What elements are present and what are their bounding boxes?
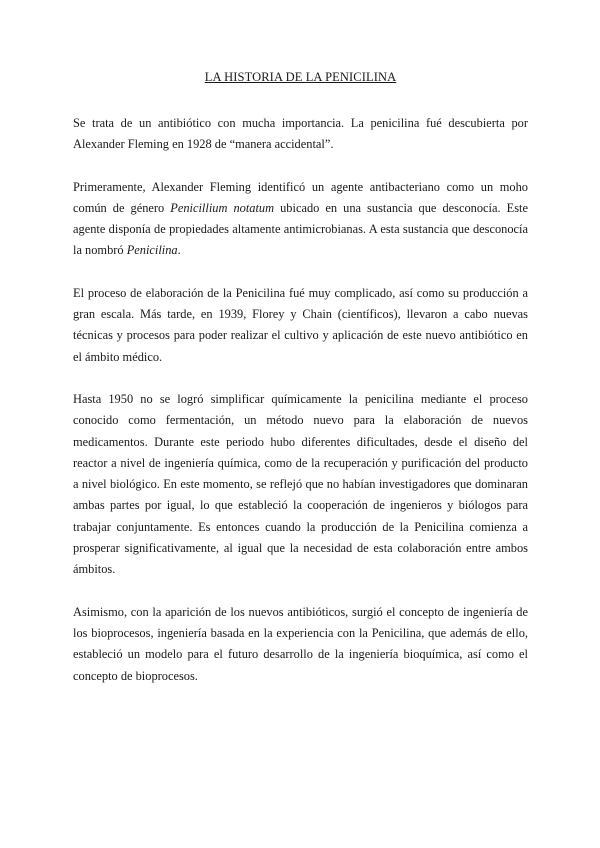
document-page [73, 70, 528, 708]
paragraph-discovery-text-c: . [177, 243, 181, 258]
paragraph-discovery [73, 177, 528, 262]
paragraph-discovery-text-a: Primeramente, Alexander Fleming identificó un agente antibacteriano como un moho común de género [73, 179, 528, 215]
paragraph-bioprocesses: Asimismo, con la aparición de los nuevos antibióticos, surgió el concepto de ingeniería de los bioprocesos, ingeniería basada en la experiencia con la Penicilina, que además de ello, estableció un modelo para el futuro desarrollo de la ingeniería bioquímica, así como el concepto de bioprocesos. [73, 604, 528, 683]
paragraph-discovery-text-b: ubicado en una sustancia que desconocía. Este agente disponía de propiedades altamente antimicrobianas. A esta sustancia que desconocía la nombró [73, 200, 528, 258]
species-name: Penicillium notatum [170, 200, 275, 215]
paragraph-intro: Se trata de un antibiótico con mucha importancia. La penicilina fué descubierta por Alexander Fleming en 1928 de “manera accidental”. [73, 116, 528, 152]
document-title: LA HISTORIA DE LA PENICILINA [204, 70, 397, 84]
paragraph-production: El proceso de elaboración de la Penicilina fué muy complicado, así como su producción a gran escala. Más tarde, en 1939, Florey y Chain (científicos), llevaron a cabo nuevas técnicas y procesos para poder realizar el cultivo y aplicación de este nuevo antibiótico en el ámbito médico. [73, 285, 528, 364]
paragraph-fermentation: Hasta 1950 no se logró simplificar químicamente la penicilina mediante el proceso conocido como fermentación, un método nuevo para la elaboración de nuevos medicamentos. Durante este periodo hubo diferentes dificultades, desde el diseño del reactor a nivel de ingeniería química, como de la recuperación y purificación del producto a nivel biológico. En este momento, se reflejó que no habían investigadores que dominaran ambas partes por igual, lo que estableció la cooperación de ingenieros y biólogos para trabajar conjuntamente. Es entonces cuando la producción de la Penicilina comienza a prosperar significativamente, al igual que la necesidad de esta colaboración entre ambos ámbitos. [73, 391, 528, 577]
substance-name: Penicilina [126, 243, 178, 258]
